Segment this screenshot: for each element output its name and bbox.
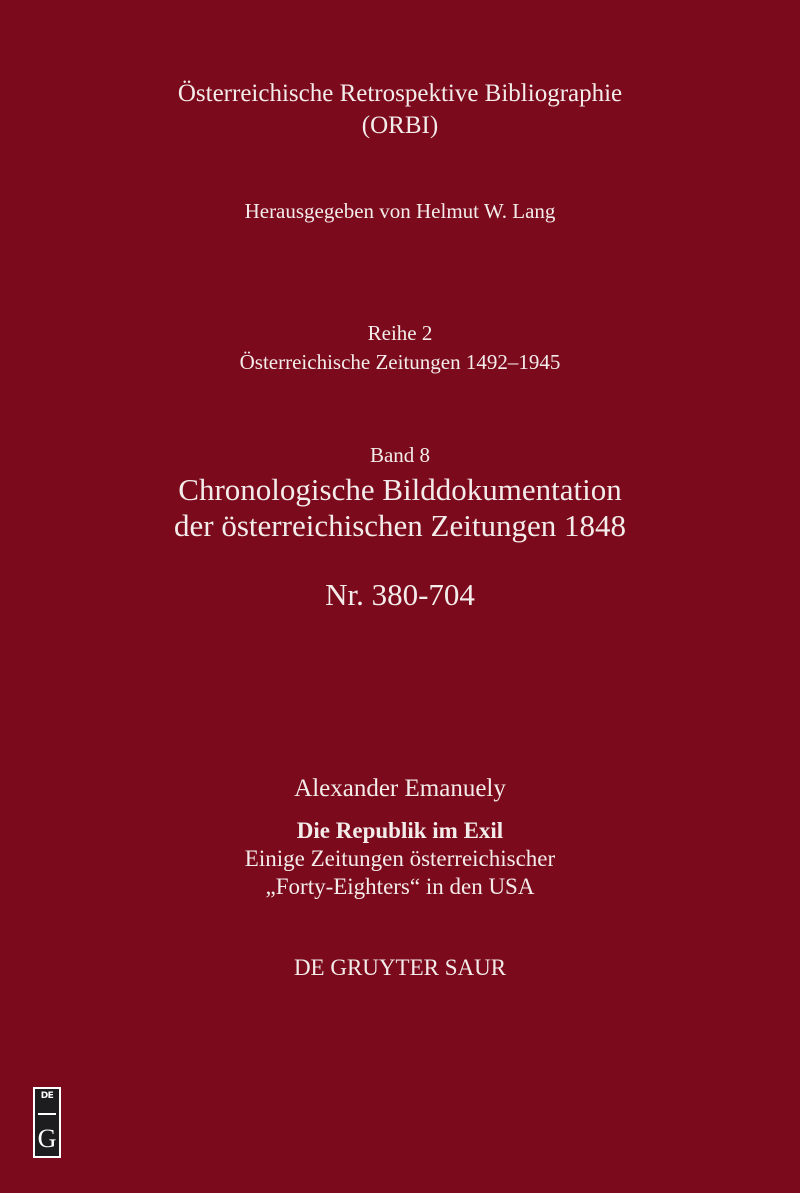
volume-range: Nr. 380-704 [325,577,475,612]
volume-title-line-1: Chronologische Bilddokumentation [178,472,622,507]
work-subtitle-line-2: „Forty-Eighters“ in den USA [265,874,535,899]
logo-inner [35,1089,59,1156]
work-subtitle-line-1: Einige Zeitungen österreichischer [244,846,556,871]
work-title: Die Republik im Exil [296,818,504,843]
series-title: Österreichische Retrospektive Bibliographie [177,80,623,107]
series-subtitle: Österreichische Zeitungen 1492–1945 [239,350,561,374]
editor-credit: Herausgegeben von Helmut W. Lang [244,199,556,223]
volume-title-line-2: der österreichischen Zeitungen 1848 [174,508,626,543]
series-abbreviation: (ORBI) [361,112,439,139]
publisher-logo-icon [33,1087,61,1158]
volume-number: Band 8 [369,443,431,467]
logo-de-text: DE [40,1091,54,1101]
series-number: Reihe 2 [367,321,433,345]
author-name: Alexander Emanuely [294,775,506,802]
publisher-name: DE GRUYTER SAUR [293,955,507,980]
logo-g-text: G [37,1124,57,1153]
logo-divider [38,1113,56,1115]
